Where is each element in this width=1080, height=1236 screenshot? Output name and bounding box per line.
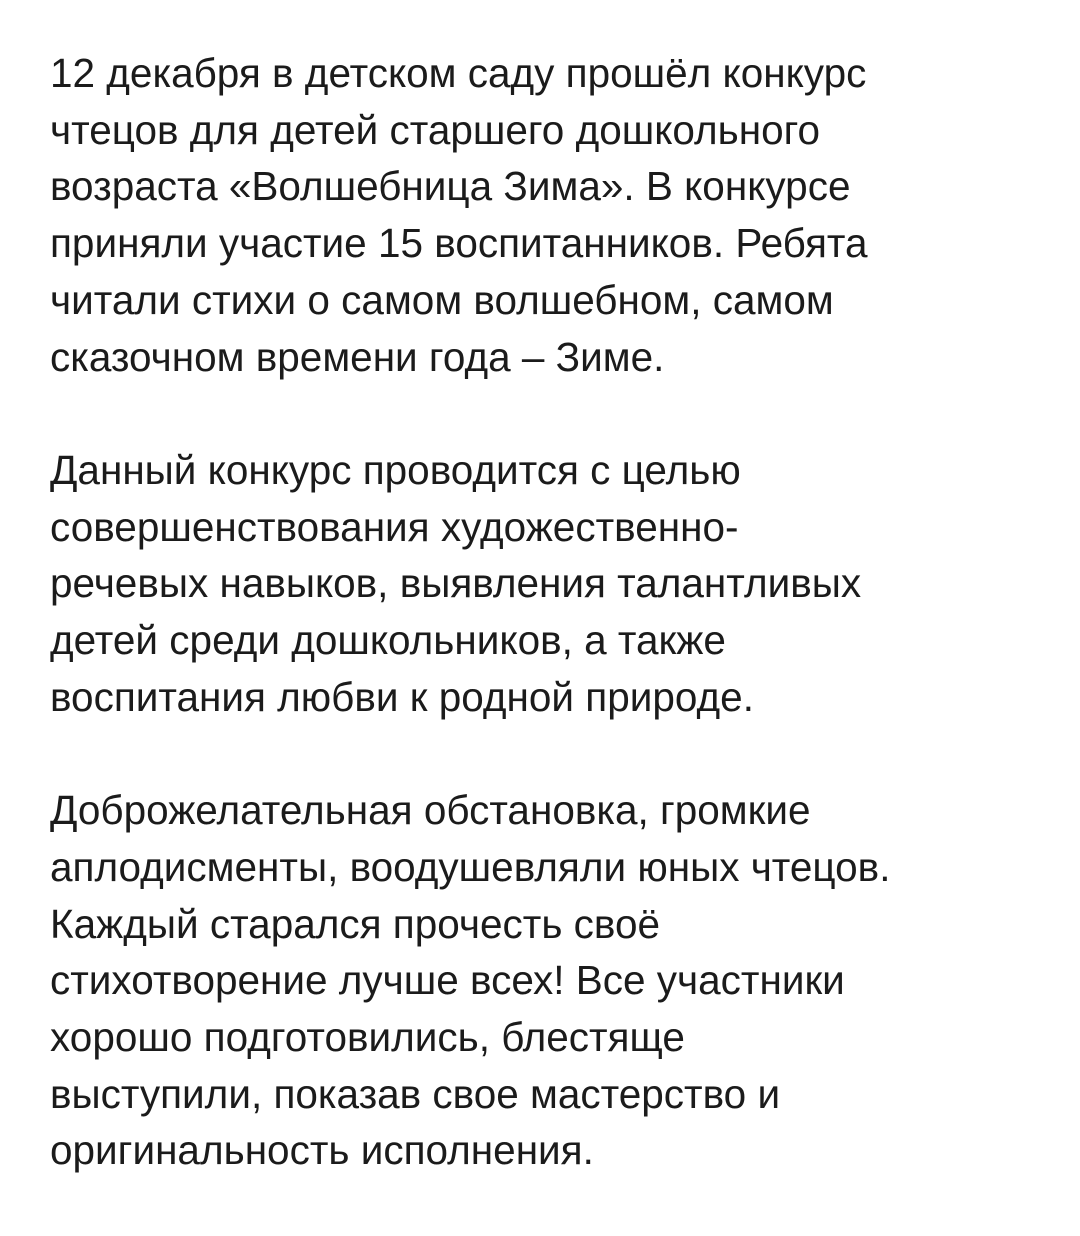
text-line: хорошо подготовились, блестяще <box>50 1013 685 1060</box>
text-line: аплодисменты, воодушевляли юных чтецов. <box>50 843 891 890</box>
text-line: выступили, показав свое мастерство и <box>50 1070 781 1117</box>
paragraph-contest-purpose <box>50 442 1050 726</box>
paragraph-contest-atmosphere <box>50 782 1050 1179</box>
text-line: чтецов для детей старшего дошкольного <box>50 106 821 153</box>
article-text <box>50 45 1050 1236</box>
text-line: речевых навыков, выявления талантливых <box>50 560 862 607</box>
paragraph-contest-announcement <box>50 45 1050 385</box>
text-line: Каждый старался прочесть своё <box>50 900 661 947</box>
text-line: стихотворение лучше всех! Все участники <box>50 957 845 1004</box>
text-line: возраста «Волшебница Зима». В конкурсе <box>50 163 851 210</box>
text-line: совершенствования художественно- <box>50 503 739 550</box>
text-line: сказочном времени года – Зиме. <box>50 333 665 380</box>
text-line: читали стихи о самом волшебном, самом <box>50 276 834 323</box>
text-line: 12 декабря в детском саду прошёл конкурс <box>50 50 867 96</box>
text-line: Доброжелательная обстановка, громкие <box>50 787 811 834</box>
text-line: приняли участие 15 воспитанников. Ребята <box>50 220 868 267</box>
text-line: Данный конкурс проводится с целью <box>50 446 741 493</box>
text-line: детей среди дошкольников, а также <box>50 617 726 664</box>
text-line: оригинальность исполнения. <box>50 1127 594 1174</box>
text-line: воспитания любви к родной природе. <box>50 673 754 720</box>
